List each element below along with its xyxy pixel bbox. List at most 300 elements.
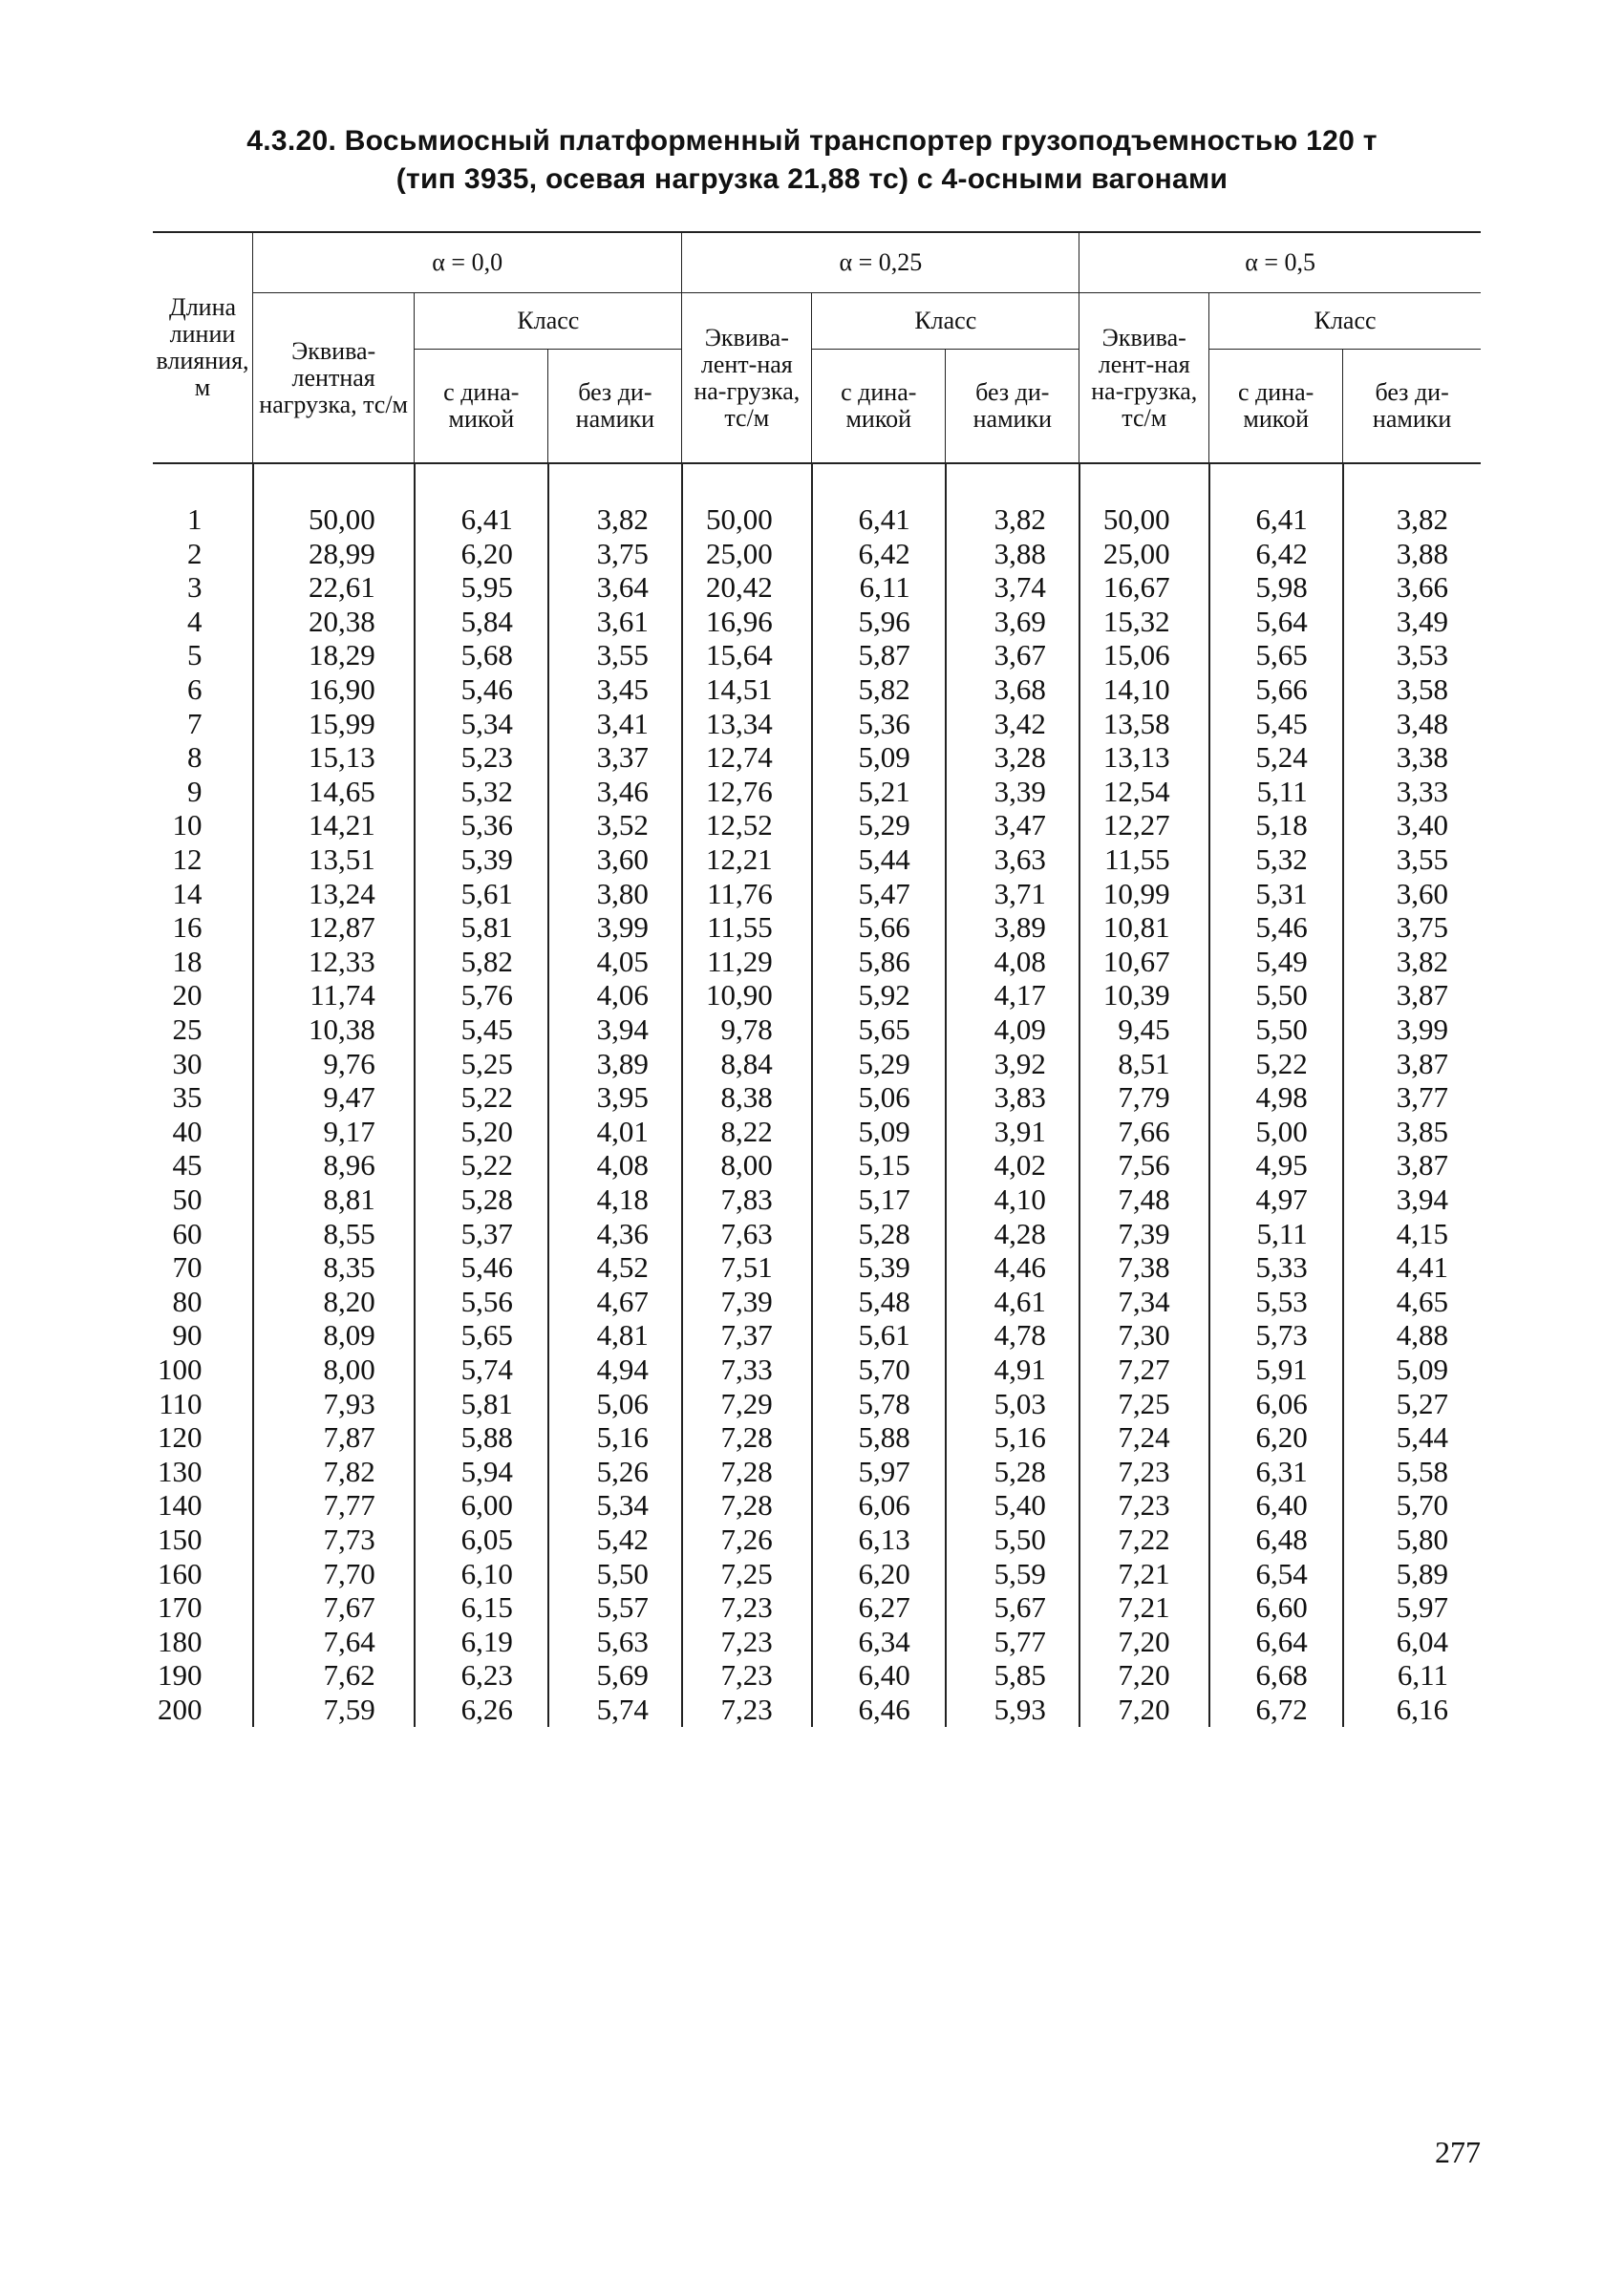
cell-dyn-a0: 5,46 [415,1250,548,1285]
cell-equiv-a05: 7,20 [1079,1693,1209,1727]
cell-length: 180 [158,1624,203,1658]
table-row [153,740,1481,775]
cell-nodyn-a0: 3,95 [548,1080,682,1115]
header-with-dynamics: с дина-микой [1209,350,1343,464]
cell-length: 200 [158,1692,203,1726]
cell-equiv-a0: 8,81 [253,1183,415,1217]
cell-nodyn-a05: 3,87 [1343,1047,1481,1081]
cell-nodyn-a0: 3,99 [548,910,682,945]
cell-nodyn-a025: 4,78 [946,1318,1079,1353]
cell-nodyn-a05: 3,48 [1343,707,1481,741]
cell-equiv-a05: 7,27 [1079,1353,1209,1387]
cell-equiv-a025: 11,29 [682,945,812,979]
cell-nodyn-a05: 6,16 [1343,1693,1481,1727]
cell-nodyn-a05: 3,87 [1343,1148,1481,1183]
table-row [153,877,1481,911]
cell-nodyn-a0: 3,80 [548,877,682,911]
cell-nodyn-a0: 4,06 [548,978,682,1012]
cell-length: 10 [172,808,203,842]
cell-dyn-a0: 5,20 [415,1115,548,1149]
cell-equiv-a05: 12,27 [1079,808,1209,842]
cell-dyn-a05: 6,31 [1209,1455,1343,1489]
cell-equiv-a025: 50,00 [682,463,812,537]
cell-equiv-a025: 12,21 [682,842,812,877]
header-alpha-05: α = 0,5 [1079,232,1481,293]
cell-equiv-a0: 15,99 [253,707,415,741]
cell-equiv-a05: 16,67 [1079,570,1209,605]
cell-dyn-a0: 6,23 [415,1658,548,1693]
cell-nodyn-a0: 3,55 [548,638,682,672]
cell-length: 7 [187,706,203,740]
cell-nodyn-a025: 3,39 [946,775,1079,809]
cell-nodyn-a025: 4,46 [946,1250,1079,1285]
cell-nodyn-a05: 3,77 [1343,1080,1481,1115]
cell-equiv-a0: 9,17 [253,1115,415,1149]
cell-nodyn-a025: 3,63 [946,842,1079,877]
cell-nodyn-a0: 3,45 [548,672,682,707]
cell-dyn-a0: 5,68 [415,638,548,672]
cell-equiv-a0: 16,90 [253,672,415,707]
table-row [153,463,1481,537]
cell-nodyn-a0: 4,01 [548,1115,682,1149]
cell-length: 80 [172,1284,203,1318]
cell-dyn-a05: 5,73 [1209,1318,1343,1353]
cell-dyn-a025: 5,92 [812,978,946,1012]
table-row [153,672,1481,707]
cell-equiv-a025: 8,84 [682,1047,812,1081]
cell-nodyn-a025: 3,67 [946,638,1079,672]
cell-equiv-a0: 7,87 [253,1420,415,1455]
load-table [153,231,1481,1727]
cell-nodyn-a025: 5,93 [946,1693,1079,1727]
cell-nodyn-a05: 4,88 [1343,1318,1481,1353]
table-row [153,808,1481,842]
table-row [153,1080,1481,1115]
cell-equiv-a025: 7,28 [682,1455,812,1489]
cell-equiv-a0: 7,62 [253,1658,415,1693]
cell-nodyn-a05: 3,99 [1343,1012,1481,1047]
cell-equiv-a025: 20,42 [682,570,812,605]
table-row [153,1658,1481,1693]
cell-equiv-a0: 10,38 [253,1012,415,1047]
cell-dyn-a05: 5,64 [1209,605,1343,639]
cell-length: 30 [172,1046,203,1080]
header-equivalent-load: Эквива-лент-ная на-грузка, тс/м [1079,293,1209,464]
cell-equiv-a0: 7,59 [253,1693,415,1727]
cell-nodyn-a05: 3,60 [1343,877,1481,911]
cell-nodyn-a05: 6,04 [1343,1625,1481,1659]
cell-dyn-a025: 6,13 [812,1523,946,1557]
cell-length: 1 [187,502,203,536]
cell-dyn-a05: 6,48 [1209,1523,1343,1557]
cell-equiv-a05: 7,25 [1079,1387,1209,1421]
cell-dyn-a025: 6,46 [812,1693,946,1727]
cell-dyn-a05: 5,18 [1209,808,1343,842]
table-row [153,605,1481,639]
header-without-dynamics: без ди-намики [548,350,682,464]
cell-dyn-a0: 5,56 [415,1285,548,1319]
cell-nodyn-a025: 3,69 [946,605,1079,639]
cell-nodyn-a05: 5,89 [1343,1557,1481,1591]
cell-equiv-a0: 7,73 [253,1523,415,1557]
cell-nodyn-a0: 4,08 [548,1148,682,1183]
cell-equiv-a025: 9,78 [682,1012,812,1047]
cell-equiv-a05: 10,39 [1079,978,1209,1012]
cell-equiv-a025: 7,28 [682,1420,812,1455]
cell-dyn-a025: 5,17 [812,1183,946,1217]
cell-equiv-a025: 10,90 [682,978,812,1012]
cell-nodyn-a025: 4,02 [946,1148,1079,1183]
cell-length: 60 [172,1216,203,1250]
cell-dyn-a05: 4,98 [1209,1080,1343,1115]
cell-dyn-a0: 5,32 [415,775,548,809]
cell-equiv-a025: 7,23 [682,1590,812,1625]
cell-dyn-a0: 5,61 [415,877,548,911]
cell-nodyn-a025: 3,68 [946,672,1079,707]
cell-equiv-a05: 7,22 [1079,1523,1209,1557]
cell-length: 70 [172,1250,203,1284]
cell-dyn-a025: 5,44 [812,842,946,877]
cell-equiv-a05: 12,54 [1079,775,1209,809]
cell-dyn-a0: 6,26 [415,1693,548,1727]
cell-length: 12 [172,842,203,876]
cell-nodyn-a025: 5,03 [946,1387,1079,1421]
cell-dyn-a025: 5,47 [812,877,946,911]
cell-equiv-a0: 13,24 [253,877,415,911]
cell-length: 14 [172,876,203,910]
cell-nodyn-a05: 5,27 [1343,1387,1481,1421]
cell-equiv-a025: 7,23 [682,1625,812,1659]
cell-equiv-a0: 8,55 [253,1217,415,1251]
cell-dyn-a025: 5,88 [812,1420,946,1455]
cell-nodyn-a025: 5,85 [946,1658,1079,1693]
cell-nodyn-a05: 3,40 [1343,808,1481,842]
cell-equiv-a05: 7,24 [1079,1420,1209,1455]
cell-dyn-a0: 5,22 [415,1148,548,1183]
cell-dyn-a0: 5,22 [415,1080,548,1115]
cell-dyn-a025: 5,97 [812,1455,946,1489]
cell-equiv-a0: 50,00 [253,463,415,537]
cell-equiv-a05: 50,00 [1079,463,1209,537]
cell-equiv-a0: 9,47 [253,1080,415,1115]
header-length: Длина линии влияния, м [153,232,253,463]
cell-equiv-a0: 7,67 [253,1590,415,1625]
cell-dyn-a025: 5,15 [812,1148,946,1183]
cell-equiv-a0: 7,64 [253,1625,415,1659]
cell-nodyn-a0: 3,82 [548,463,682,537]
cell-dyn-a05: 6,68 [1209,1658,1343,1693]
cell-dyn-a05: 5,98 [1209,570,1343,605]
cell-dyn-a05: 5,50 [1209,978,1343,1012]
cell-equiv-a0: 11,74 [253,978,415,1012]
table-row [153,1183,1481,1217]
cell-nodyn-a05: 3,94 [1343,1183,1481,1217]
cell-length: 40 [172,1114,203,1148]
table-row [153,1693,1481,1727]
table-row [153,1488,1481,1523]
table-row [153,638,1481,672]
cell-equiv-a0: 7,70 [253,1557,415,1591]
cell-equiv-a025: 7,39 [682,1285,812,1319]
cell-nodyn-a0: 5,34 [548,1488,682,1523]
table-row [153,1353,1481,1387]
table-row [153,910,1481,945]
cell-equiv-a025: 8,22 [682,1115,812,1149]
cell-dyn-a0: 6,00 [415,1488,548,1523]
table-row [153,1387,1481,1421]
cell-equiv-a0: 13,51 [253,842,415,877]
cell-dyn-a0: 5,94 [415,1455,548,1489]
cell-nodyn-a0: 3,89 [548,1047,682,1081]
cell-dyn-a0: 5,76 [415,978,548,1012]
cell-nodyn-a05: 3,82 [1343,463,1481,537]
cell-dyn-a0: 6,05 [415,1523,548,1557]
cell-equiv-a05: 7,48 [1079,1183,1209,1217]
cell-nodyn-a0: 5,57 [548,1590,682,1625]
cell-equiv-a025: 13,34 [682,707,812,741]
cell-dyn-a05: 5,53 [1209,1285,1343,1319]
cell-nodyn-a05: 5,09 [1343,1353,1481,1387]
cell-equiv-a05: 10,99 [1079,877,1209,911]
cell-nodyn-a025: 3,47 [946,808,1079,842]
cell-nodyn-a05: 3,55 [1343,842,1481,877]
cell-dyn-a05: 5,91 [1209,1353,1343,1387]
cell-dyn-a05: 5,66 [1209,672,1343,707]
table-row [153,1420,1481,1455]
cell-nodyn-a025: 4,28 [946,1217,1079,1251]
cell-equiv-a025: 14,51 [682,672,812,707]
table-row [153,775,1481,809]
cell-dyn-a05: 5,11 [1209,775,1343,809]
table-row [153,707,1481,741]
cell-dyn-a025: 6,40 [812,1658,946,1693]
cell-nodyn-a0: 4,67 [548,1285,682,1319]
cell-dyn-a05: 5,65 [1209,638,1343,672]
cell-dyn-a025: 6,42 [812,537,946,571]
table-row [153,1217,1481,1251]
table-row [153,1115,1481,1149]
cell-equiv-a0: 12,87 [253,910,415,945]
header-equivalent-load: Эквива-лентная нагрузка, тс/м [253,293,415,464]
cell-nodyn-a025: 5,67 [946,1590,1079,1625]
cell-dyn-a05: 6,72 [1209,1693,1343,1727]
cell-dyn-a025: 5,28 [812,1217,946,1251]
cell-equiv-a05: 13,13 [1079,740,1209,775]
header-class: Класс [812,293,1079,350]
cell-nodyn-a05: 3,49 [1343,605,1481,639]
cell-equiv-a025: 8,00 [682,1148,812,1183]
cell-dyn-a025: 5,09 [812,1115,946,1149]
cell-length: 5 [187,638,203,671]
cell-dyn-a05: 6,20 [1209,1420,1343,1455]
cell-equiv-a05: 7,79 [1079,1080,1209,1115]
cell-length: 35 [172,1080,203,1114]
cell-length: 6 [187,671,203,706]
cell-equiv-a05: 10,67 [1079,945,1209,979]
cell-dyn-a025: 5,29 [812,808,946,842]
cell-equiv-a025: 15,64 [682,638,812,672]
cell-nodyn-a05: 4,15 [1343,1217,1481,1251]
cell-equiv-a05: 7,30 [1079,1318,1209,1353]
cell-nodyn-a0: 3,60 [548,842,682,877]
cell-nodyn-a0: 3,61 [548,605,682,639]
cell-nodyn-a025: 5,40 [946,1488,1079,1523]
cell-equiv-a05: 10,81 [1079,910,1209,945]
cell-nodyn-a025: 4,91 [946,1353,1079,1387]
cell-length: 120 [158,1420,203,1454]
cell-equiv-a0: 8,35 [253,1250,415,1285]
cell-equiv-a05: 7,20 [1079,1625,1209,1659]
cell-dyn-a025: 5,65 [812,1012,946,1047]
cell-equiv-a0: 12,33 [253,945,415,979]
cell-nodyn-a025: 4,10 [946,1183,1079,1217]
table-row [153,570,1481,605]
cell-nodyn-a025: 3,82 [946,463,1079,537]
cell-dyn-a05: 5,49 [1209,945,1343,979]
cell-nodyn-a025: 3,88 [946,537,1079,571]
cell-length: 20 [172,978,203,1012]
cell-dyn-a0: 5,46 [415,672,548,707]
table-row [153,842,1481,877]
cell-dyn-a025: 5,29 [812,1047,946,1081]
cell-nodyn-a025: 3,89 [946,910,1079,945]
cell-dyn-a025: 5,87 [812,638,946,672]
cell-nodyn-a0: 4,52 [548,1250,682,1285]
header-alpha-0: α = 0,0 [253,232,682,293]
cell-length: 190 [158,1658,203,1692]
cell-nodyn-a05: 3,38 [1343,740,1481,775]
cell-dyn-a025: 5,48 [812,1285,946,1319]
cell-dyn-a05: 4,97 [1209,1183,1343,1217]
cell-nodyn-a025: 4,08 [946,945,1079,979]
header-without-dynamics: без ди-намики [946,350,1079,464]
cell-equiv-a025: 7,51 [682,1250,812,1285]
cell-nodyn-a0: 5,16 [548,1420,682,1455]
cell-nodyn-a0: 3,46 [548,775,682,809]
cell-equiv-a05: 7,34 [1079,1285,1209,1319]
cell-nodyn-a0: 5,69 [548,1658,682,1693]
cell-dyn-a0: 6,41 [415,463,548,537]
cell-equiv-a0: 7,93 [253,1387,415,1421]
cell-dyn-a05: 6,60 [1209,1590,1343,1625]
cell-nodyn-a0: 4,36 [548,1217,682,1251]
cell-dyn-a0: 5,36 [415,808,548,842]
cell-equiv-a0: 20,38 [253,605,415,639]
header-alpha-025: α = 0,25 [682,232,1079,293]
cell-length: 130 [158,1454,203,1488]
cell-dyn-a025: 6,41 [812,463,946,537]
cell-equiv-a05: 9,45 [1079,1012,1209,1047]
header-with-dynamics: с дина-микой [415,350,548,464]
table-row [153,1590,1481,1625]
cell-dyn-a0: 5,65 [415,1318,548,1353]
cell-nodyn-a0: 3,52 [548,808,682,842]
cell-nodyn-a0: 5,63 [548,1625,682,1659]
cell-nodyn-a05: 4,65 [1343,1285,1481,1319]
cell-dyn-a0: 5,39 [415,842,548,877]
cell-equiv-a025: 7,83 [682,1183,812,1217]
cell-dyn-a0: 5,28 [415,1183,548,1217]
cell-length: 3 [187,570,203,604]
cell-length: 150 [158,1522,203,1556]
header-class: Класс [1209,293,1481,350]
cell-dyn-a025: 6,27 [812,1590,946,1625]
table-row [153,1047,1481,1081]
cell-nodyn-a025: 3,83 [946,1080,1079,1115]
cell-equiv-a025: 7,28 [682,1488,812,1523]
cell-equiv-a05: 7,66 [1079,1115,1209,1149]
cell-nodyn-a0: 5,74 [548,1693,682,1727]
cell-dyn-a05: 5,33 [1209,1250,1343,1285]
cell-equiv-a025: 7,26 [682,1523,812,1557]
cell-dyn-a05: 5,32 [1209,842,1343,877]
cell-equiv-a05: 14,10 [1079,672,1209,707]
cell-dyn-a05: 5,50 [1209,1012,1343,1047]
cell-dyn-a0: 5,34 [415,707,548,741]
cell-nodyn-a05: 3,33 [1343,775,1481,809]
cell-nodyn-a05: 3,58 [1343,672,1481,707]
cell-dyn-a05: 6,40 [1209,1488,1343,1523]
cell-equiv-a05: 7,38 [1079,1250,1209,1285]
cell-nodyn-a0: 4,81 [548,1318,682,1353]
cell-length: 9 [187,774,203,808]
cell-equiv-a025: 12,76 [682,775,812,809]
cell-equiv-a0: 8,96 [253,1148,415,1183]
cell-nodyn-a05: 4,41 [1343,1250,1481,1285]
cell-dyn-a025: 6,34 [812,1625,946,1659]
cell-length: 100 [158,1352,203,1386]
cell-dyn-a0: 5,81 [415,910,548,945]
table-row [153,1523,1481,1557]
cell-nodyn-a0: 3,94 [548,1012,682,1047]
cell-dyn-a05: 6,42 [1209,537,1343,571]
cell-equiv-a05: 7,21 [1079,1590,1209,1625]
table-row [153,1250,1481,1285]
cell-length: 110 [159,1386,203,1420]
table-row [153,1285,1481,1319]
cell-nodyn-a05: 3,66 [1343,570,1481,605]
cell-equiv-a025: 7,23 [682,1693,812,1727]
cell-dyn-a0: 5,84 [415,605,548,639]
cell-dyn-a0: 6,19 [415,1625,548,1659]
cell-nodyn-a025: 3,28 [946,740,1079,775]
cell-equiv-a025: 12,74 [682,740,812,775]
title-line-2: (тип 3935, осевая нагрузка 21,88 тс) с 4-осными вагонами [395,163,1229,195]
cell-dyn-a025: 5,36 [812,707,946,741]
cell-nodyn-a025: 3,92 [946,1047,1079,1081]
cell-nodyn-a0: 3,64 [548,570,682,605]
cell-nodyn-a05: 5,97 [1343,1590,1481,1625]
cell-dyn-a05: 5,22 [1209,1047,1343,1081]
cell-nodyn-a025: 5,16 [946,1420,1079,1455]
cell-length: 25 [172,1012,203,1046]
cell-length: 18 [172,944,203,978]
cell-dyn-a0: 5,74 [415,1353,548,1387]
title-line-1: 4.3.20. Восьмиосный платформенный транспортер грузоподъемностью 120 т [246,125,1378,157]
cell-nodyn-a0: 3,37 [548,740,682,775]
cell-equiv-a0: 14,21 [253,808,415,842]
table-row [153,945,1481,979]
cell-nodyn-a0: 4,05 [548,945,682,979]
cell-nodyn-a05: 3,85 [1343,1115,1481,1149]
cell-nodyn-a05: 3,87 [1343,978,1481,1012]
table-row [153,537,1481,571]
cell-equiv-a05: 13,58 [1079,707,1209,741]
cell-equiv-a0: 9,76 [253,1047,415,1081]
cell-equiv-a025: 7,29 [682,1387,812,1421]
table-row [153,1557,1481,1591]
cell-nodyn-a025: 4,17 [946,978,1079,1012]
